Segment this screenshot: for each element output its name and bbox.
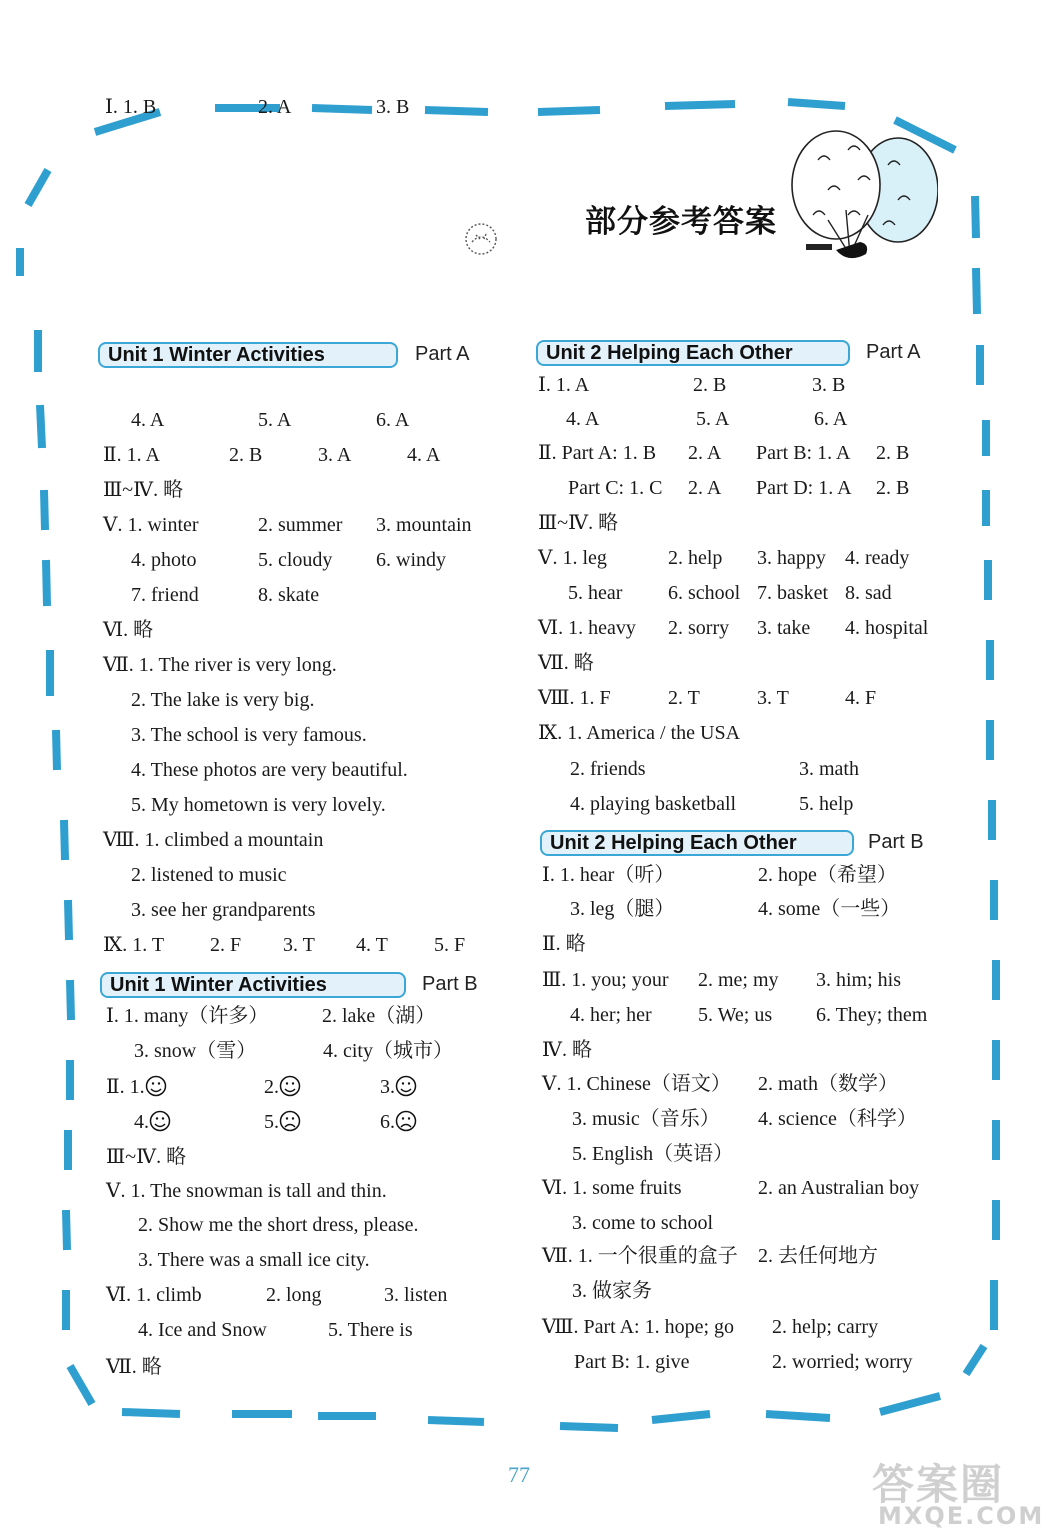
answer-item	[538, 686, 611, 710]
answer-item	[538, 511, 618, 535]
answer-item	[572, 1142, 733, 1166]
answer-item	[258, 95, 291, 119]
answer-text: 5. My hometown is very lovely.	[131, 794, 386, 816]
answer-text: 2. worried; worry	[772, 1351, 913, 1373]
answer-item	[106, 1179, 387, 1203]
answer-text: Ⅴ. 1. leg	[538, 547, 607, 569]
answer-text: 2. 去任何地方	[758, 1245, 878, 1267]
answer-item	[131, 408, 164, 432]
answer-item	[688, 441, 721, 465]
answer-item	[693, 373, 726, 397]
answer-item	[131, 758, 408, 782]
answer-text: 4. photo	[131, 549, 197, 571]
answer-text: 3. happy	[757, 547, 826, 569]
answer-item	[318, 443, 351, 467]
answer-item	[103, 478, 183, 502]
answer-text: Part B: 1. A	[756, 442, 851, 464]
answer-item	[131, 688, 314, 712]
answer-text: 2. B	[876, 477, 910, 499]
answer-text: 8. sad	[845, 582, 892, 604]
answer-text: 4.	[134, 1111, 149, 1133]
answer-item	[376, 548, 446, 572]
answer-item	[574, 1350, 690, 1374]
answer-text: Ⅰ. 1. many（许多）	[106, 1005, 269, 1027]
answer-text: 4. T	[356, 934, 388, 956]
answer-item	[131, 898, 315, 922]
answer-item	[376, 95, 409, 119]
answer-item	[134, 1039, 256, 1063]
answer-text: 2. A	[688, 442, 722, 464]
answer-text: Ⅲ. 1. you; your	[542, 969, 669, 991]
answer-item	[570, 757, 646, 781]
answer-text: 4. playing basketball	[570, 793, 737, 815]
answer-text: 5. We; us	[698, 1004, 773, 1026]
answer-item	[356, 933, 388, 957]
answer-item	[542, 1244, 738, 1268]
answer-text: 2. long	[266, 1284, 322, 1306]
answer-text: 2. math（数学）	[758, 1073, 898, 1095]
answer-item	[568, 581, 622, 605]
answer-text: Ⅱ. 1. A	[103, 444, 160, 466]
answer-item	[138, 1248, 370, 1272]
answer-item	[845, 616, 928, 640]
answer-item	[542, 863, 674, 887]
answer-item	[876, 441, 909, 465]
answer-text: 2. Show me the short dress, please.	[138, 1214, 419, 1236]
answer-item	[542, 1072, 731, 1096]
answer-text: Part B: 1. give	[574, 1351, 690, 1373]
answer-item	[103, 828, 323, 852]
answer-item	[380, 1075, 417, 1099]
page-title: 部分参考答案	[585, 204, 777, 240]
answer-item	[229, 443, 262, 467]
answer-text: 2. A	[258, 96, 292, 118]
answer-text: 6.	[380, 1111, 395, 1133]
answer-text: Ⅵ. 1. climb	[106, 1284, 202, 1306]
answer-text: 2. listened to music	[131, 864, 287, 886]
answer-item	[758, 1107, 917, 1131]
answer-item	[845, 546, 909, 570]
answer-item	[322, 1004, 435, 1028]
answer-text: 3. math	[799, 758, 859, 780]
answer-item	[103, 933, 164, 957]
watermark-url: MXQE.COM	[878, 1502, 1045, 1530]
answer-text: Ⅵ. 1. some fruits	[542, 1177, 682, 1199]
answer-item	[538, 546, 607, 570]
answer-item	[757, 581, 828, 605]
answer-text: 3. music（音乐）	[572, 1108, 720, 1130]
answer-text: Ⅷ. Part A: 1. hope; go	[542, 1316, 735, 1338]
answer-item	[542, 1315, 734, 1339]
smiley-icon	[149, 1110, 171, 1132]
answer-item	[105, 95, 156, 119]
answer-item	[538, 651, 594, 675]
answer-item	[668, 686, 700, 710]
answer-item	[570, 792, 736, 816]
answer-text: 3. B	[812, 374, 846, 396]
answer-item	[103, 513, 199, 537]
tree-decoration-icon	[788, 120, 938, 270]
answer-text: 5. There is	[328, 1319, 413, 1341]
answer-item	[266, 1283, 322, 1307]
answer-text: Ⅷ. 1. F	[538, 687, 611, 709]
part-label: Part B	[422, 973, 478, 995]
frowny-icon	[279, 1110, 301, 1132]
answer-text: 6. A	[376, 409, 410, 431]
answer-text: 3. The school is very famous.	[131, 724, 367, 746]
answer-text: 4. ready	[845, 547, 910, 569]
part-label: Part B	[868, 831, 924, 853]
watermark-logo: 答案圈	[872, 1460, 1005, 1509]
answer-text: 2. an Australian boy	[758, 1177, 920, 1199]
answer-text: 3. 做家务	[572, 1280, 652, 1302]
answer-item	[210, 933, 241, 957]
answer-text: 2. T	[668, 687, 700, 709]
answer-item	[757, 686, 789, 710]
answer-item	[698, 968, 779, 992]
answer-item	[696, 407, 729, 431]
answer-text: 4. some（一些）	[758, 898, 901, 920]
answer-text: 3.	[380, 1076, 395, 1098]
part-label: Part A	[415, 343, 470, 365]
answer-item	[131, 583, 199, 607]
answer-text: 2. friends	[570, 758, 646, 780]
answer-text: 3. him; his	[816, 969, 902, 991]
answer-item	[106, 1075, 167, 1099]
answer-text: Ⅶ. 略	[106, 1356, 162, 1378]
answer-item	[258, 408, 291, 432]
answer-text: 2. summer	[258, 514, 343, 536]
answer-item	[106, 1283, 202, 1307]
answer-item	[758, 897, 900, 921]
answer-text: Ⅸ. 1. America / the USA	[538, 722, 741, 744]
answer-item	[756, 441, 850, 465]
sun-ornament-icon	[462, 220, 500, 258]
answer-text: 3. see her grandparents	[131, 899, 316, 921]
part-label: Part A	[866, 341, 921, 363]
smiley-icon	[279, 1075, 301, 1097]
answer-text: 6. A	[814, 408, 848, 430]
answer-item	[668, 581, 740, 605]
answer-item	[572, 1107, 720, 1131]
answer-text: 3. listen	[384, 1284, 448, 1306]
answer-item	[799, 792, 853, 816]
answer-item	[258, 583, 319, 607]
answer-text: Ⅵ. 略	[103, 619, 154, 641]
answer-item	[131, 793, 386, 817]
answer-item	[328, 1318, 413, 1342]
answer-item	[758, 1176, 919, 1200]
answer-text: Ⅸ. 1. T	[103, 934, 165, 956]
answer-item	[384, 1283, 447, 1307]
frowny-icon	[395, 1110, 417, 1132]
answer-text: 3. T	[283, 934, 315, 956]
answer-item	[542, 1038, 592, 1062]
answer-text: Ⅰ. 1. A	[538, 374, 590, 396]
answer-item	[570, 1003, 652, 1027]
answer-text: 3. leg（腿）	[570, 898, 675, 920]
answer-text: Ⅴ. 1. The snowman is tall and thin.	[106, 1180, 387, 1202]
answer-item	[538, 441, 656, 465]
answer-item	[258, 513, 342, 537]
answer-item	[106, 1145, 186, 1169]
answer-text: Ⅶ. 1. The river is very long.	[103, 654, 337, 676]
answer-text: 2. lake（湖）	[322, 1005, 436, 1027]
answer-item	[757, 616, 810, 640]
answer-text: 2. help; carry	[772, 1316, 879, 1338]
answer-text: 5. A	[258, 409, 292, 431]
unit-title: Unit 1 Winter Activities	[98, 342, 398, 368]
answer-item	[323, 1039, 453, 1063]
answer-text: 2.	[264, 1076, 279, 1098]
answer-item	[131, 863, 287, 887]
answer-text: 2. sorry	[668, 617, 730, 639]
answer-item	[538, 721, 740, 745]
answer-item	[376, 408, 409, 432]
answer-item	[542, 1176, 682, 1200]
answer-text: 3. mountain	[376, 514, 472, 536]
answer-item	[758, 1072, 898, 1096]
answer-text: 3. T	[757, 687, 789, 709]
smiley-icon	[145, 1075, 167, 1097]
answer-item	[845, 686, 876, 710]
answer-text: 2. help	[668, 547, 723, 569]
answer-text: 5. F	[434, 934, 466, 956]
answer-item	[376, 513, 472, 537]
answer-text: Ⅲ~Ⅳ. 略	[106, 1146, 187, 1168]
answer-item	[106, 1004, 268, 1028]
answer-item	[407, 443, 440, 467]
answer-text: 3. B	[376, 96, 410, 118]
answer-text: 5. help	[799, 793, 854, 815]
answer-item	[876, 476, 909, 500]
answer-item	[668, 546, 722, 570]
answer-text: 5. hear	[568, 582, 623, 604]
answer-item	[568, 476, 662, 500]
answer-text: Ⅱ. 1.	[106, 1076, 145, 1098]
answer-item	[264, 1075, 301, 1099]
answer-item	[538, 373, 589, 397]
answer-text: 4. These photos are very beautiful.	[131, 759, 408, 781]
answer-text: 2. hope（希望）	[758, 864, 897, 886]
answer-text: Ⅴ. 1. Chinese（语文）	[542, 1073, 731, 1095]
answer-item	[138, 1213, 419, 1237]
page-number: 77	[508, 1462, 530, 1487]
answer-text: 4. A	[407, 444, 441, 466]
answer-text: Ⅵ. 1. heavy	[538, 617, 636, 639]
answer-text: 5. A	[696, 408, 730, 430]
answer-text: 3. take	[757, 617, 811, 639]
answer-text: 3. come to school	[572, 1212, 714, 1234]
answer-text: Ⅷ. 1. climbed a mountain	[103, 829, 324, 851]
unit-title: Unit 2 Helping Each Other	[536, 340, 850, 366]
answer-item	[283, 933, 315, 957]
answer-text: 3. A	[318, 444, 352, 466]
answer-text: 2. A	[688, 477, 722, 499]
answer-text: 4. A	[566, 408, 600, 430]
answer-text: Ⅰ. 1. hear（听）	[542, 864, 675, 886]
answer-text: Ⅳ. 略	[542, 1039, 592, 1061]
answer-item	[698, 1003, 772, 1027]
answer-text: 4. Ice and Snow	[138, 1319, 267, 1341]
answer-text: 4. science（科学）	[758, 1108, 917, 1130]
answer-text: 8. skate	[258, 584, 320, 606]
answer-item	[668, 616, 729, 640]
answer-item	[812, 373, 845, 397]
answer-text: 4. F	[845, 687, 877, 709]
answer-item	[138, 1318, 267, 1342]
answer-text: 6. school	[668, 582, 741, 604]
answer-text: 2. F	[210, 934, 242, 956]
answer-item	[566, 407, 599, 431]
answer-item	[434, 933, 465, 957]
answer-item	[772, 1350, 913, 1374]
answer-text: 3. There was a small ice city.	[138, 1249, 370, 1271]
answer-item	[758, 863, 897, 887]
answer-item	[542, 968, 669, 992]
answer-item	[572, 1211, 713, 1235]
answer-text: 2. B	[229, 444, 263, 466]
answer-text: Ⅱ. 略	[542, 933, 586, 955]
answer-text: 5. cloudy	[258, 549, 333, 571]
answer-item	[542, 932, 586, 956]
answer-text: 4. A	[131, 409, 165, 431]
answer-text: 6. They; them	[816, 1004, 928, 1026]
answer-item	[799, 757, 859, 781]
answer-text: 6. windy	[376, 549, 446, 571]
answer-text: 2. B	[693, 374, 727, 396]
answer-item	[845, 581, 892, 605]
answer-text: Ⅲ~Ⅳ. 略	[538, 512, 619, 534]
answer-item	[756, 476, 852, 500]
answer-item	[758, 1244, 878, 1268]
answer-text: Ⅶ. 略	[538, 652, 594, 674]
answer-text: Part C: 1. C	[568, 477, 663, 499]
answer-text: 4. hospital	[845, 617, 929, 639]
unit-title: Unit 2 Helping Each Other	[540, 830, 854, 856]
answer-item	[816, 968, 901, 992]
answer-text: 5.	[264, 1111, 279, 1133]
answer-item	[131, 548, 197, 572]
smiley-icon	[395, 1075, 417, 1097]
answer-item	[103, 618, 153, 642]
answer-text: 7. friend	[131, 584, 199, 606]
answer-item	[380, 1110, 417, 1134]
answer-text: Ⅰ. 1. B	[105, 96, 157, 118]
answer-text: 2. B	[876, 442, 910, 464]
answer-text: 7. basket	[757, 582, 829, 604]
answer-item	[816, 1003, 927, 1027]
answer-item	[103, 443, 160, 467]
answer-item	[757, 546, 826, 570]
answer-item	[814, 407, 847, 431]
answer-text: Ⅲ~Ⅳ. 略	[103, 479, 184, 501]
answer-item	[103, 653, 337, 677]
answer-text: Ⅱ. Part A: 1. B	[538, 442, 657, 464]
answer-item	[131, 723, 367, 747]
answer-text: 3. snow（雪）	[134, 1040, 257, 1062]
answer-item	[134, 1110, 171, 1134]
unit-title: Unit 1 Winter Activities	[100, 972, 406, 998]
answer-item	[570, 897, 674, 921]
answer-item	[538, 616, 636, 640]
answer-item	[258, 548, 332, 572]
answer-text: 5. English（英语）	[572, 1143, 734, 1165]
answer-text: Ⅴ. 1. winter	[103, 514, 199, 536]
answer-item	[264, 1110, 301, 1134]
answer-text: 2. The lake is very big.	[131, 689, 315, 711]
answer-text: 4. city（城市）	[323, 1040, 453, 1062]
answer-text: Part D: 1. A	[756, 477, 852, 499]
answer-item	[106, 1355, 162, 1379]
answer-text: 4. her; her	[570, 1004, 652, 1026]
answer-text: 2. me; my	[698, 969, 779, 991]
answer-item	[772, 1315, 878, 1339]
answer-item	[572, 1279, 652, 1303]
answer-item	[688, 476, 721, 500]
answer-text: Ⅶ. 1. 一个很重的盒子	[542, 1245, 738, 1267]
